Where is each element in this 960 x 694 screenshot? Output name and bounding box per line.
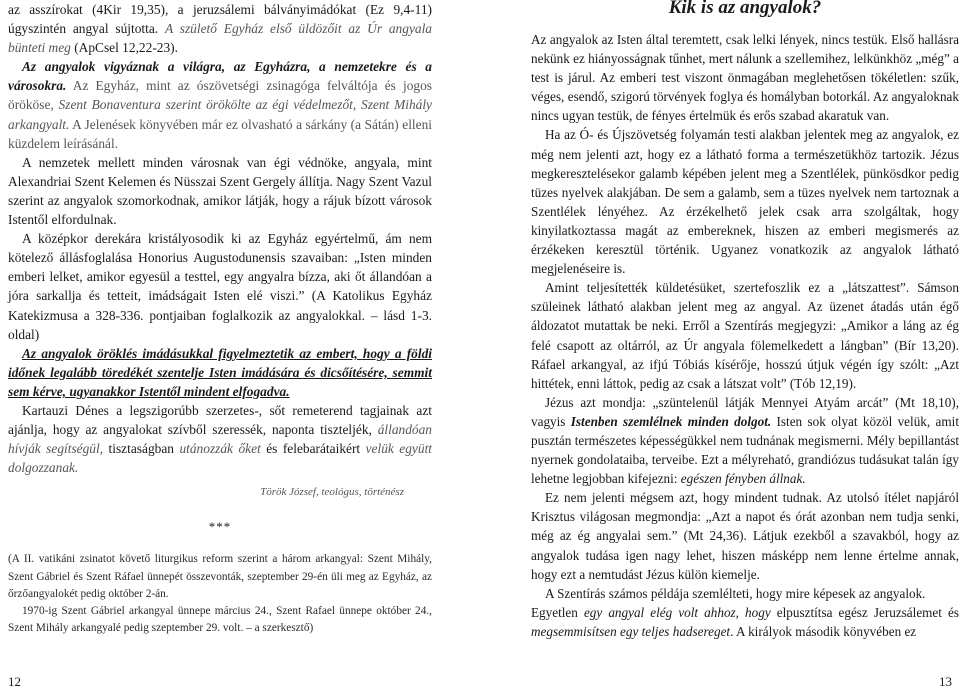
text-run-italic: Szent Bonaventura szerint örökölte az égi védelmezőt, Szent Mihály arkangyalt. [8,97,432,132]
text-run-italic: velük együtt dolgozzanak. [8,441,433,476]
text-run-italic: utánozzák őket [179,441,261,457]
text-run: Isten sok olyat közöl velük, amit pusztán természetes képességükkel nem tudnának megismerni. Mély bepillantást nyernek gondolataiba, terveibe. Ezt a mélyreható, grandiózus tudásukat talán így lehetne legjobban kifejezni: [531,413,959,487]
right-paragraph-1: Az angyalok az Isten által teremtett, csak lelki lények, nincs testük. Első hallásra nekünk ez hiányosságnak tűnhet, mert nálunk a szellemihez, lelkünkhöz „még” a test is járul. Az emberi test viszont önmagában meglehetősen tökéletlen: szűk, véges, esendő, szigorú törvények foglya és homályban botorkál. Az angyaloknak nincs ugyan testük, de fényes értelmük és erős szabad akaratuk van. [531,32,959,124]
left-page [8,0,432,637]
left-paragraph-4: A középkor derekára kristályosodik ki az Egyház egyértelmű, ám nem kötelező állásfoglalása Honorius Augustodunensis szavaiban: „Isten minden emberi lelket, amikor egyesül a testtel, egy angyalra bízza, aki őt állandóan a jóra sarkallja és tetteit, imádságait Isten elé viszi.” (A Katolikus Egyház Katekizmusa a 328-336. pontjaiban foglalkozik az angyalokkal. – lásd 1-3. oldal) [8,231,432,342]
right-paragraph-4 [531,393,959,488]
right-paragraph-7 [531,603,959,641]
footnote-1: (A II. vatikáni zsinatot követő liturgikus reform szerint a három arkangyal: Szent Mihály, Szent Gábriel és Szent Ráfael ünnepét összevonták, szeptember 29-én üli meg az Egyház, az őrzőangyalokét pedig október 2-án. [8,553,432,600]
right-paragraph-2: Ha az Ó- és Újszövetség folyamán testi alakban jelentek meg az angyalok, ez még nem jelenti azt, hogy ez a látható forma a természetükhöz tartozik. Jézus megkeresztelésekor galamb képében jelent meg a Szentlélek, pünkösdkor pedig tüzes nyelvek alakjában. De sem a galamb, sem a tüzes nyelvek nem tartoznak a Szentlélek lényéhez. Az érzékelhető jelek csak arra szolgáltak, hogy kinyilatkoztassa magát az embereknek, hiszen az emberi megismerés az érzékeken keresztül történik. Ugyanez vonatkozik az angyalok látható megjelenéseire is. [531,127,959,277]
left-paragraph-3: A nemzetek mellett minden városnak van égi védnöke, angyala, mint Alexandriai Szent Kelemen és Nüsszai Szent Gergely állítja. Nagy Szent Vazul szerint az angyalok szomorkodnak, amikor látják, hogy a rájuk bízott városok Istentől elfordulnak. [8,154,432,228]
left-paragraph-5 [8,344,432,401]
left-paragraph-6 [8,401,432,477]
right-paragraph-3: Amint teljesítették küldetésüket, szertefoszlik ez a „látszattest”. Sámson szüleinek látható alakban jelent meg az angyal. Az üzenet átadás után égő áldozatot mutattak be neki. Erről a Szentírás megjegyzi: „Amikor a láng az ég felé csapott az oltárról, az Úr angyala fölemelkedett a lángban” (Bír 13,20). Ráfael arkangyal, az ifjú Tóbiás kísérője, hosszú útjuk végén így szólt: „Azt hittétek, enni láttok, pedig az csak a látszat volt” (Tób 12,19). [531,280,959,391]
text-run: (ApCsel 12,22-23). [70,40,178,56]
text-run-italic: megsemmisítsen egy teljes hadsereget [531,623,731,639]
text-run-italic: állandóan hívják segítségül, [8,422,432,457]
footnote-2: 1970-ig Szent Gábriel arkangyal ünnepe március 24., Szent Rafael ünnepe október 24., Szent Mihály arkangyalé pedig szeptember 29. volt. – a szerkesztő) [8,604,432,635]
text-run-italic: egy angyal elég volt ahhoz, hogy [583,604,771,620]
page-number-left: 12 [8,674,21,689]
text-run-italic: egészen fényben állnak. [680,471,806,487]
article-title: Kik is az angyalok? [668,0,822,18]
text-run: elpusztítsa egész Jeruzsálemet és [770,604,960,620]
emphasis-underlined: Az angyalok öröklés imádásukkal figyelmeztetik az embert, hogy a földi időnek legalább töredékét szentelje Isten imádására és dicsőítésére, semmit sem kérve, ugyanakkor Istentől mindent elfogadva. [8,345,432,399]
text-run: Kartauzi Dénes a legszigorúbb szerzetes-, sőt remeterend tagjainak azt ajánlja, hogy az angyalokat szívből szeressék, naponta tiszteljék, [8,402,432,438]
text-run: az asszírokat (4Kir 19,35), a jeruzsálemi bálványimádókat (Ez 9,4-11) úgyszintén angyal sújtotta. [8,2,432,37]
section-separator: *** [208,519,232,535]
text-run-bold-italic: Istenben szemlélnek minden dolgot. [570,413,772,429]
page-number-right: 13 [939,674,952,689]
right-paragraph-6: A Szentírás számos példája szemlélteti, hogy mire képesek az angyalok. [545,585,926,601]
text-run: tisztaságban [103,441,180,457]
left-paragraph-2 [8,57,432,152]
author-signature: Török József, teológus, történész [260,486,404,499]
text-run: . A királyok második könyvében ez [730,623,917,639]
text-run: és felebarátaikért [260,441,366,457]
text-run: Egyetlen [531,604,584,620]
text-run: A Jelenések könyvében már ez olvasható a sárkány (a Sátán) elleni küzdelem leírásánál. [8,116,432,151]
section-heading: Az angyalok vigyáznak a világra, az Egyházra, a nemzetekre és a városokra. [8,59,432,94]
left-paragraph-1 [8,0,432,57]
text-run: Az Egyház, mint az ószövetségi zsinagóga felváltója és jogos örököse, [8,78,432,113]
text-run-italic: A születő Egyház első üldözőit az Úr angyala bünteti meg [8,21,433,56]
right-page [531,0,959,641]
right-paragraph-5: Ez nem jelenti mégsem azt, hogy mindent tudnak. Az utolsó ítélet napjáról Krisztus világosan megmondja: „Azt a napot és órát azonban nem tudja senki, még az ég angyalai sem.” (Mt 24,36). Látjuk ezekből a szavakból, hogy az angyalok tudása igen nagy lehet, hiszen másképp nem lenne értelme annak, hogy ezt a nemtudást Jézus külön kiemelje. [531,490,959,582]
text-run: Jézus azt mondja: „szüntelenül látják Mennyei Atyám arcát” (Mt 18,10), vagyis [531,394,959,429]
